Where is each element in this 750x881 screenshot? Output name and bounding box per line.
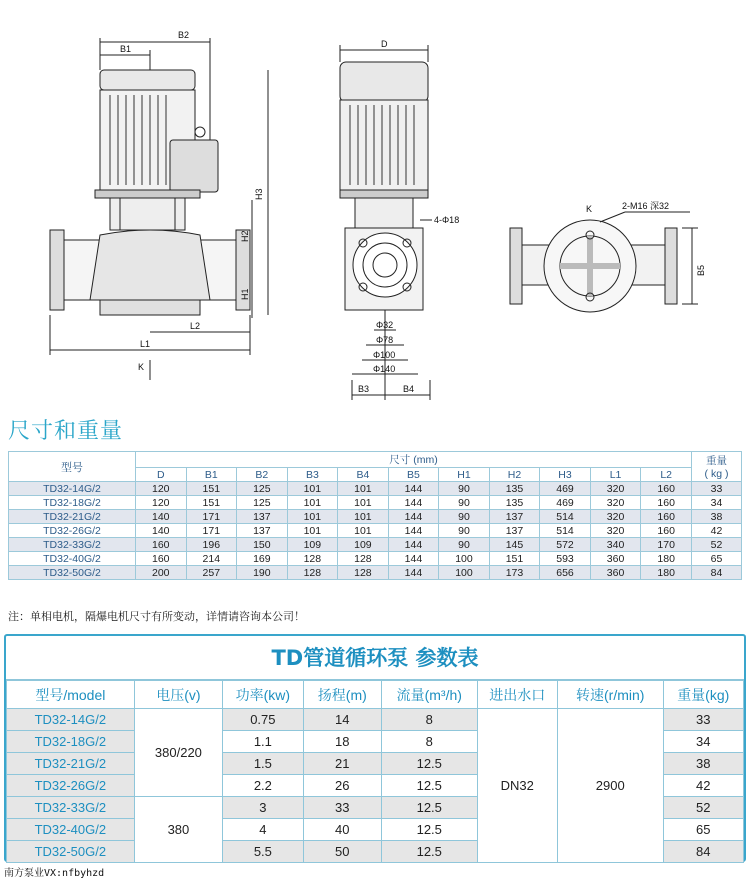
value-cell: 101 [287, 482, 338, 496]
section-title: 尺寸和重量 [8, 419, 124, 444]
weight-cell: 33 [663, 709, 744, 731]
table-row [9, 566, 742, 580]
params-panel [4, 634, 746, 862]
value-cell: 151 [186, 496, 237, 510]
dim-holes: 4-Φ18 [434, 215, 460, 225]
value-cell: 128 [287, 566, 338, 580]
model-cell: TD32-21G/2 [7, 753, 135, 775]
value-cell: 33 [692, 482, 742, 496]
power-cell: 5.5 [223, 841, 303, 863]
model-cell: TD32-40G/2 [9, 552, 136, 566]
value-cell: 151 [489, 552, 540, 566]
value-cell: 514 [540, 524, 591, 538]
dims-col-header: H1 [439, 468, 490, 482]
dim-b5: B5 [696, 264, 706, 276]
value-cell: 360 [590, 552, 641, 566]
model-cell: TD32-40G/2 [7, 819, 135, 841]
dim-b2: B2 [178, 30, 190, 40]
value-cell: 128 [338, 566, 389, 580]
value-cell: 100 [439, 566, 490, 580]
weight-cell: 34 [663, 731, 744, 753]
head-cell: 26 [303, 775, 381, 797]
params-table [6, 680, 744, 863]
dims-col-header: H2 [489, 468, 540, 482]
weight-cell: 52 [663, 797, 744, 819]
dim-b4: B4 [403, 384, 415, 394]
value-cell: 160 [641, 524, 692, 538]
voltage-cell: 380/220 [134, 709, 222, 797]
params-col-header: 流量(m³/h) [382, 681, 478, 709]
value-cell: 144 [388, 566, 439, 580]
flow-cell: 12.5 [382, 819, 478, 841]
weight-cell: 84 [663, 841, 744, 863]
params-col-header: 扬程(m) [303, 681, 381, 709]
value-cell: 144 [388, 552, 439, 566]
value-cell: 171 [186, 510, 237, 524]
value-cell: 190 [237, 566, 288, 580]
value-cell: 144 [388, 510, 439, 524]
weight-cell: 38 [663, 753, 744, 775]
value-cell: 469 [540, 496, 591, 510]
value-cell: 137 [237, 524, 288, 538]
value-cell: 144 [388, 482, 439, 496]
value-cell: 38 [692, 510, 742, 524]
dims-col-header: B3 [287, 468, 338, 482]
params-col-header: 进出水口 [477, 681, 557, 709]
value-cell: 320 [590, 510, 641, 524]
value-cell: 160 [136, 538, 187, 552]
value-cell: 137 [237, 510, 288, 524]
head-cell: 18 [303, 731, 381, 753]
model-cell: TD32-18G/2 [7, 731, 135, 753]
model-cell: TD32-26G/2 [7, 775, 135, 797]
value-cell: 128 [287, 552, 338, 566]
table-row [7, 709, 744, 731]
params-col-header: 功率(kw) [223, 681, 303, 709]
note-text: 注：单相电机，隔爆电机尺寸有所变动，详情请咨询本公司！ [8, 610, 305, 623]
value-cell: 101 [287, 496, 338, 510]
value-cell: 572 [540, 538, 591, 552]
value-cell: 101 [338, 510, 389, 524]
value-cell: 135 [489, 482, 540, 496]
value-cell: 144 [388, 524, 439, 538]
value-cell: 160 [641, 496, 692, 510]
value-cell: 160 [641, 482, 692, 496]
dims-weight-header [692, 452, 742, 482]
value-cell: 90 [439, 524, 490, 538]
power-cell: 3 [223, 797, 303, 819]
table-row [9, 538, 742, 552]
flow-cell: 8 [382, 731, 478, 753]
power-cell: 2.2 [223, 775, 303, 797]
value-cell: 52 [692, 538, 742, 552]
value-cell: 90 [439, 496, 490, 510]
value-cell: 140 [136, 510, 187, 524]
speed-cell: 2900 [557, 709, 663, 863]
table-row [9, 524, 742, 538]
dim-h1: H1 [240, 288, 250, 300]
value-cell: 150 [237, 538, 288, 552]
value-cell: 320 [590, 496, 641, 510]
value-cell: 125 [237, 482, 288, 496]
value-cell: 109 [287, 538, 338, 552]
dims-col-header: L2 [641, 468, 692, 482]
value-cell: 140 [136, 524, 187, 538]
value-cell: 173 [489, 566, 540, 580]
value-cell: 125 [237, 496, 288, 510]
dims-col-header: B4 [338, 468, 389, 482]
value-cell: 469 [540, 482, 591, 496]
value-cell: 257 [186, 566, 237, 580]
value-cell: 144 [388, 538, 439, 552]
value-cell: 160 [136, 552, 187, 566]
value-cell: 34 [692, 496, 742, 510]
value-cell: 171 [186, 524, 237, 538]
dims-col-header: D [136, 468, 187, 482]
dims-col-header: L1 [590, 468, 641, 482]
model-cell: TD32-14G/2 [9, 482, 136, 496]
value-cell: 101 [338, 524, 389, 538]
dim-h2: H2 [240, 230, 250, 242]
value-cell: 90 [439, 510, 490, 524]
flow-cell: 12.5 [382, 753, 478, 775]
dim-thread: 2-M16 深32 [622, 201, 670, 211]
value-cell: 120 [136, 482, 187, 496]
model-cell: TD32-26G/2 [9, 524, 136, 538]
head-cell: 40 [303, 819, 381, 841]
dim-h3: H3 [254, 188, 264, 200]
dim-phi140: Φ140 [373, 364, 396, 374]
value-cell: 137 [489, 524, 540, 538]
table-row [9, 510, 742, 524]
dim-b3: B3 [358, 384, 370, 394]
value-cell: 196 [186, 538, 237, 552]
value-cell: 42 [692, 524, 742, 538]
model-cell: TD32-50G/2 [7, 841, 135, 863]
value-cell: 340 [590, 538, 641, 552]
flow-cell: 8 [382, 709, 478, 731]
params-col-header: 重量(kg) [663, 681, 744, 709]
value-cell: 101 [287, 510, 338, 524]
value-cell: 120 [136, 496, 187, 510]
pump-drawing-svg [0, 0, 750, 410]
table-row [9, 496, 742, 510]
flow-cell: 12.5 [382, 775, 478, 797]
model-cell: TD32-18G/2 [9, 496, 136, 510]
value-cell: 145 [489, 538, 540, 552]
technical-drawing [0, 0, 750, 410]
dim-k-right: K [586, 204, 593, 214]
dim-phi78: Φ78 [376, 335, 394, 345]
value-cell: 200 [136, 566, 187, 580]
value-cell: 170 [641, 538, 692, 552]
value-cell: 151 [186, 482, 237, 496]
params-title: TD管道循环泵 参数表 [6, 636, 744, 680]
dimensions-table [8, 451, 742, 580]
dims-col-header: B1 [186, 468, 237, 482]
weight-header-unit: ( kg ) [704, 468, 729, 480]
head-cell: 21 [303, 753, 381, 775]
inlet-cell: DN32 [477, 709, 557, 863]
value-cell: 180 [641, 552, 692, 566]
weight-cell: 65 [663, 819, 744, 841]
weight-cell: 42 [663, 775, 744, 797]
value-cell: 180 [641, 566, 692, 580]
value-cell: 135 [489, 496, 540, 510]
value-cell: 144 [388, 496, 439, 510]
dim-phi100: Φ100 [373, 350, 396, 360]
power-cell: 1.5 [223, 753, 303, 775]
value-cell: 214 [186, 552, 237, 566]
power-cell: 1.1 [223, 731, 303, 753]
value-cell: 101 [287, 524, 338, 538]
dims-col-header: B5 [388, 468, 439, 482]
head-cell: 33 [303, 797, 381, 819]
model-cell: TD32-21G/2 [9, 510, 136, 524]
voltage-cell: 380 [134, 797, 222, 863]
value-cell: 100 [439, 552, 490, 566]
value-cell: 320 [590, 524, 641, 538]
footer-watermark: 南方泵业VX:nfbyhzd [4, 868, 105, 879]
dim-l2: L2 [190, 321, 201, 331]
value-cell: 84 [692, 566, 742, 580]
flow-cell: 12.5 [382, 797, 478, 819]
value-cell: 160 [641, 510, 692, 524]
dims-col-header: B2 [237, 468, 288, 482]
model-cell: TD32-33G/2 [9, 538, 136, 552]
dim-b1: B1 [120, 44, 132, 54]
params-body [7, 709, 744, 863]
value-cell: 90 [439, 538, 490, 552]
weight-header-label: 重量 [706, 455, 727, 467]
value-cell: 65 [692, 552, 742, 566]
value-cell: 101 [338, 482, 389, 496]
dims-model-header: 型号 [9, 452, 136, 482]
flow-cell: 12.5 [382, 841, 478, 863]
value-cell: 593 [540, 552, 591, 566]
params-col-header: 电压(v) [134, 681, 222, 709]
params-header-row [7, 681, 744, 709]
value-cell: 656 [540, 566, 591, 580]
value-cell: 90 [439, 482, 490, 496]
value-cell: 360 [590, 566, 641, 580]
params-col-header: 型号/model [7, 681, 135, 709]
value-cell: 320 [590, 482, 641, 496]
power-cell: 4 [223, 819, 303, 841]
dims-body [9, 482, 742, 580]
dims-header-row [9, 452, 742, 468]
dim-k-left: K [138, 362, 145, 372]
dims-col-header: H3 [540, 468, 591, 482]
dim-d: D [381, 39, 388, 49]
head-cell: 50 [303, 841, 381, 863]
table-row [9, 482, 742, 496]
dim-l1: L1 [140, 339, 151, 349]
dims-size-header: 尺寸 (mm) [136, 452, 692, 468]
params-col-header: 转速(r/min) [557, 681, 663, 709]
value-cell: 128 [338, 552, 389, 566]
value-cell: 109 [338, 538, 389, 552]
value-cell: 137 [489, 510, 540, 524]
model-cell: TD32-33G/2 [7, 797, 135, 819]
model-cell: TD32-50G/2 [9, 566, 136, 580]
model-cell: TD32-14G/2 [7, 709, 135, 731]
dim-phi32: Φ32 [376, 320, 394, 330]
table-row [9, 552, 742, 566]
power-cell: 0.75 [223, 709, 303, 731]
value-cell: 514 [540, 510, 591, 524]
value-cell: 101 [338, 496, 389, 510]
head-cell: 14 [303, 709, 381, 731]
value-cell: 169 [237, 552, 288, 566]
